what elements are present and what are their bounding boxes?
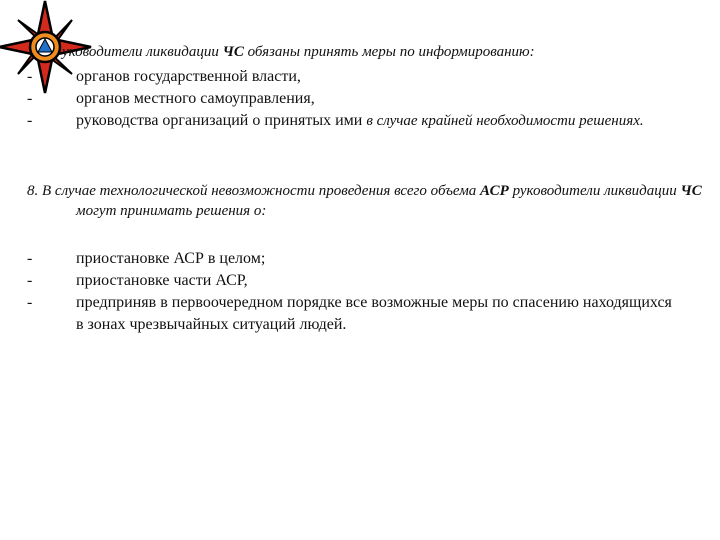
inform-list	[27, 66, 677, 132]
p8-abbr: ЧС	[680, 183, 702, 199]
list-item	[27, 270, 677, 292]
dash-bullet: -	[27, 68, 33, 85]
list-item	[27, 66, 677, 88]
dash-bullet: -	[27, 90, 33, 107]
dash-bullet: -	[27, 250, 33, 267]
intro-abbr: ЧС	[222, 44, 244, 60]
dash-bullet: -	[27, 294, 33, 311]
p8-text: 8. В случае технологической невозможности проведения всего объема	[27, 183, 481, 199]
intro-text: уководители ликвидации	[62, 44, 223, 60]
list-item	[27, 292, 677, 336]
dash-bullet: -	[27, 272, 33, 289]
list-item-text: предприняв в первоочередном порядке все возможные меры по спасению находящихся в зонах чрезвычайных ситуаций людей.	[76, 294, 672, 333]
p8-text: руководители ликвидации	[508, 183, 681, 199]
intro-paragraph	[62, 43, 702, 62]
list-item-text: приостановке АСР в целом;	[76, 250, 266, 267]
list-item	[27, 88, 677, 110]
dash-bullet: -	[27, 112, 33, 129]
list-item	[27, 110, 677, 132]
intro-tail: обязаны принять меры по информированию:	[243, 44, 535, 60]
p8-abbr: АСР	[480, 183, 509, 199]
list-item-text: руководства организаций о принятых ими	[76, 112, 367, 129]
list-item-text: приостановке части АСР,	[76, 272, 248, 289]
list-item	[27, 248, 677, 270]
list-item-text: органов государственной власти,	[76, 68, 301, 85]
decision-list	[27, 248, 677, 336]
list-item-text: органов местного самоуправления,	[76, 90, 315, 107]
paragraph-8	[27, 181, 720, 221]
list-item-emphasis: в случае крайней необходимости решениях.	[366, 113, 644, 129]
p8-text: могут принимать решения о:	[76, 203, 267, 219]
